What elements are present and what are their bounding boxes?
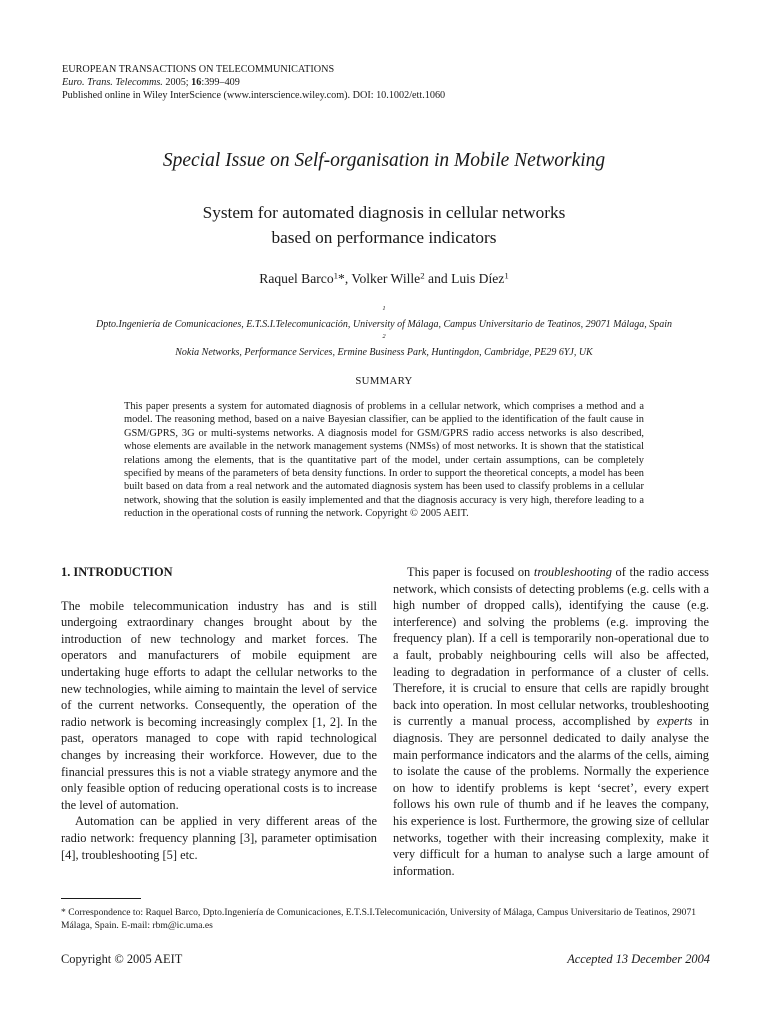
journal-pages: :399–409 xyxy=(201,77,240,88)
affiliation-text: Nokia Networks, Performance Services, Ermine Business Park, Huntingdon, Cambridge, PE29 6YJ, UK xyxy=(175,347,593,358)
special-issue-title: Special Issue on Self-organisation in Mobile Networking xyxy=(162,150,606,171)
affiliation-2 xyxy=(0,332,768,360)
affiliations xyxy=(0,304,768,360)
abstract-text: This paper presents a system for automated diagnosis of problems in a cellular network, which comprises a method and a model. The reasoning method, based on a naive Bayesian classifier, can be applied to the identification of the fault cause in GSM/GPRS, 3G or multi-systems networks. A diagnosis model for GSM/GPRS radio access networks is also described, whose elements are available in the network management systems (NMSs) of most networks. It is shown that the statistical relations among the elements, that is the quantitative part of the model, under certain assumptions, can be completely specified by means of the parameters of beta density functions. In order to support the theoretical concepts, a model has been built based on data from a real network and the automated diagnosis system has been used to classify problems in a cellular network, showing that the solution is easily implemented and that the diagnosis accuracy is very high, therefore leading to a reduction in the operational costs of running the network. Copyright © 2005 AEIT. xyxy=(124,401,644,520)
journal-name: EUROPEAN TRANSACTIONS ON TELECOMMUNICATIONS xyxy=(62,64,335,75)
paragraph-text: in diagnosis. They are personnel dedicated to daily analyse the main performance indicators and the alarms of the cells, aiming to isolate the cause of the problems. Normally the experience on how to identify problems is kept ‘secret’, every expert follows his own rule of thumb and if he leaves the company, his experience is lost. Furthermore, the growing size of cellular networks, together with their increasing complexity, make it very difficult for a human to analyse such a large amount of information. xyxy=(393,714,709,878)
author-name: Volker Wille xyxy=(351,271,421,286)
paragraph-text: This paper is focused on xyxy=(407,565,534,579)
footer-copyright: Copyright © 2005 AEIT xyxy=(61,952,183,966)
journal-citation xyxy=(62,76,702,89)
author-affil-sup: 1 xyxy=(504,270,509,281)
author-name: Raquel Barco xyxy=(259,271,334,286)
author-list xyxy=(0,270,768,288)
author-affil-sup: 1 xyxy=(333,270,339,281)
footnote: * Correspondence to: Raquel Barco, Dpto.Ingeniería de Comunicaciones, E.T.S.I.Telecomunicación, University of Málaga, Campus Universitario de Teatinos, 29071 Málaga, Spain. E-mail: rbm@ic.uma.es xyxy=(61,907,697,931)
right-column xyxy=(393,564,709,879)
summary-heading: SUMMARY xyxy=(355,375,413,387)
author-affil-sup: 2 xyxy=(420,270,425,281)
corresponding-mark: * xyxy=(338,271,345,286)
journal-header xyxy=(62,63,702,102)
emphasis-term: experts xyxy=(656,714,693,729)
journal-year: 2005; xyxy=(162,77,192,88)
journal-volume: 16 xyxy=(191,77,202,88)
author-name: Luis Díez xyxy=(451,271,505,286)
author-separator: , xyxy=(344,271,352,286)
author-separator: and xyxy=(424,271,452,286)
paper-title xyxy=(0,200,768,250)
paragraph: The mobile telecommunication industry has and is still undergoing extraordinary changes brought about by the introduction of new technology and market forces. The operators and manufacturers of mobile equipment are undertaking huge efforts to adapt the cellular networks to the new technologies, while aiming to maintain the level of service of the current networks. Consequently, the operation of the radio network is becoming increasingly complex [1, 2]. In the past, operators managed to cope with rapid technological changes by increasing their workforce. However, due to the financial pressures this is not a viable strategy anymore and the only feasible option of reducing operational costs is to increase the level of automation. xyxy=(61,598,377,812)
paragraph xyxy=(393,564,709,879)
affiliation-1 xyxy=(0,304,768,332)
paragraph-text: of the radio access network, which consists of detecting problems (e.g. cells with a high number of dropped calls), identifying the cause (e.g. interference) and solving the problems (e.g. improving the frequency plan). If a cell is temporarily non-operational due to a fault, probably neighbouring cells will also be affected, leading to degradation in performance of a cluster of cells. Therefore, it is crucial to ensure that cells are rapidly brought back into operation. In most cellular networks, troubleshooting is currently a manual process, accomplished by xyxy=(393,565,709,729)
affiliation-text: Dpto.Ingeniería de Comunicaciones, E.T.S.I.Telecomunicación, University of Málaga, Campus Universitario de Teatinos, 29071 Málaga, Spain xyxy=(96,319,672,330)
footnote-rule xyxy=(61,898,141,899)
affiliation-sup: 2 xyxy=(382,332,386,340)
journal-abbrev: Euro. Trans. Telecomms. xyxy=(62,77,163,88)
emphasis-term: troubleshooting xyxy=(533,565,612,579)
footer-accepted-date: Accepted 13 December 2004 xyxy=(567,952,710,966)
section-heading: 1. INTRODUCTION xyxy=(61,565,173,579)
left-column xyxy=(61,564,377,863)
affiliation-sup: 1 xyxy=(382,304,386,312)
paper-title-line-1: System for automated diagnosis in cellular networks xyxy=(202,203,566,222)
paper-title-line-2: based on performance indicators xyxy=(271,228,497,247)
paragraph: Automation can be applied in very different areas of the radio network: frequency planning [3], parameter optimisation [4], troubleshooting [5] etc. xyxy=(61,814,377,862)
journal-published: Published online in Wiley InterScience (www.interscience.wiley.com). DOI: 10.1002/ett.1060 xyxy=(62,90,446,101)
